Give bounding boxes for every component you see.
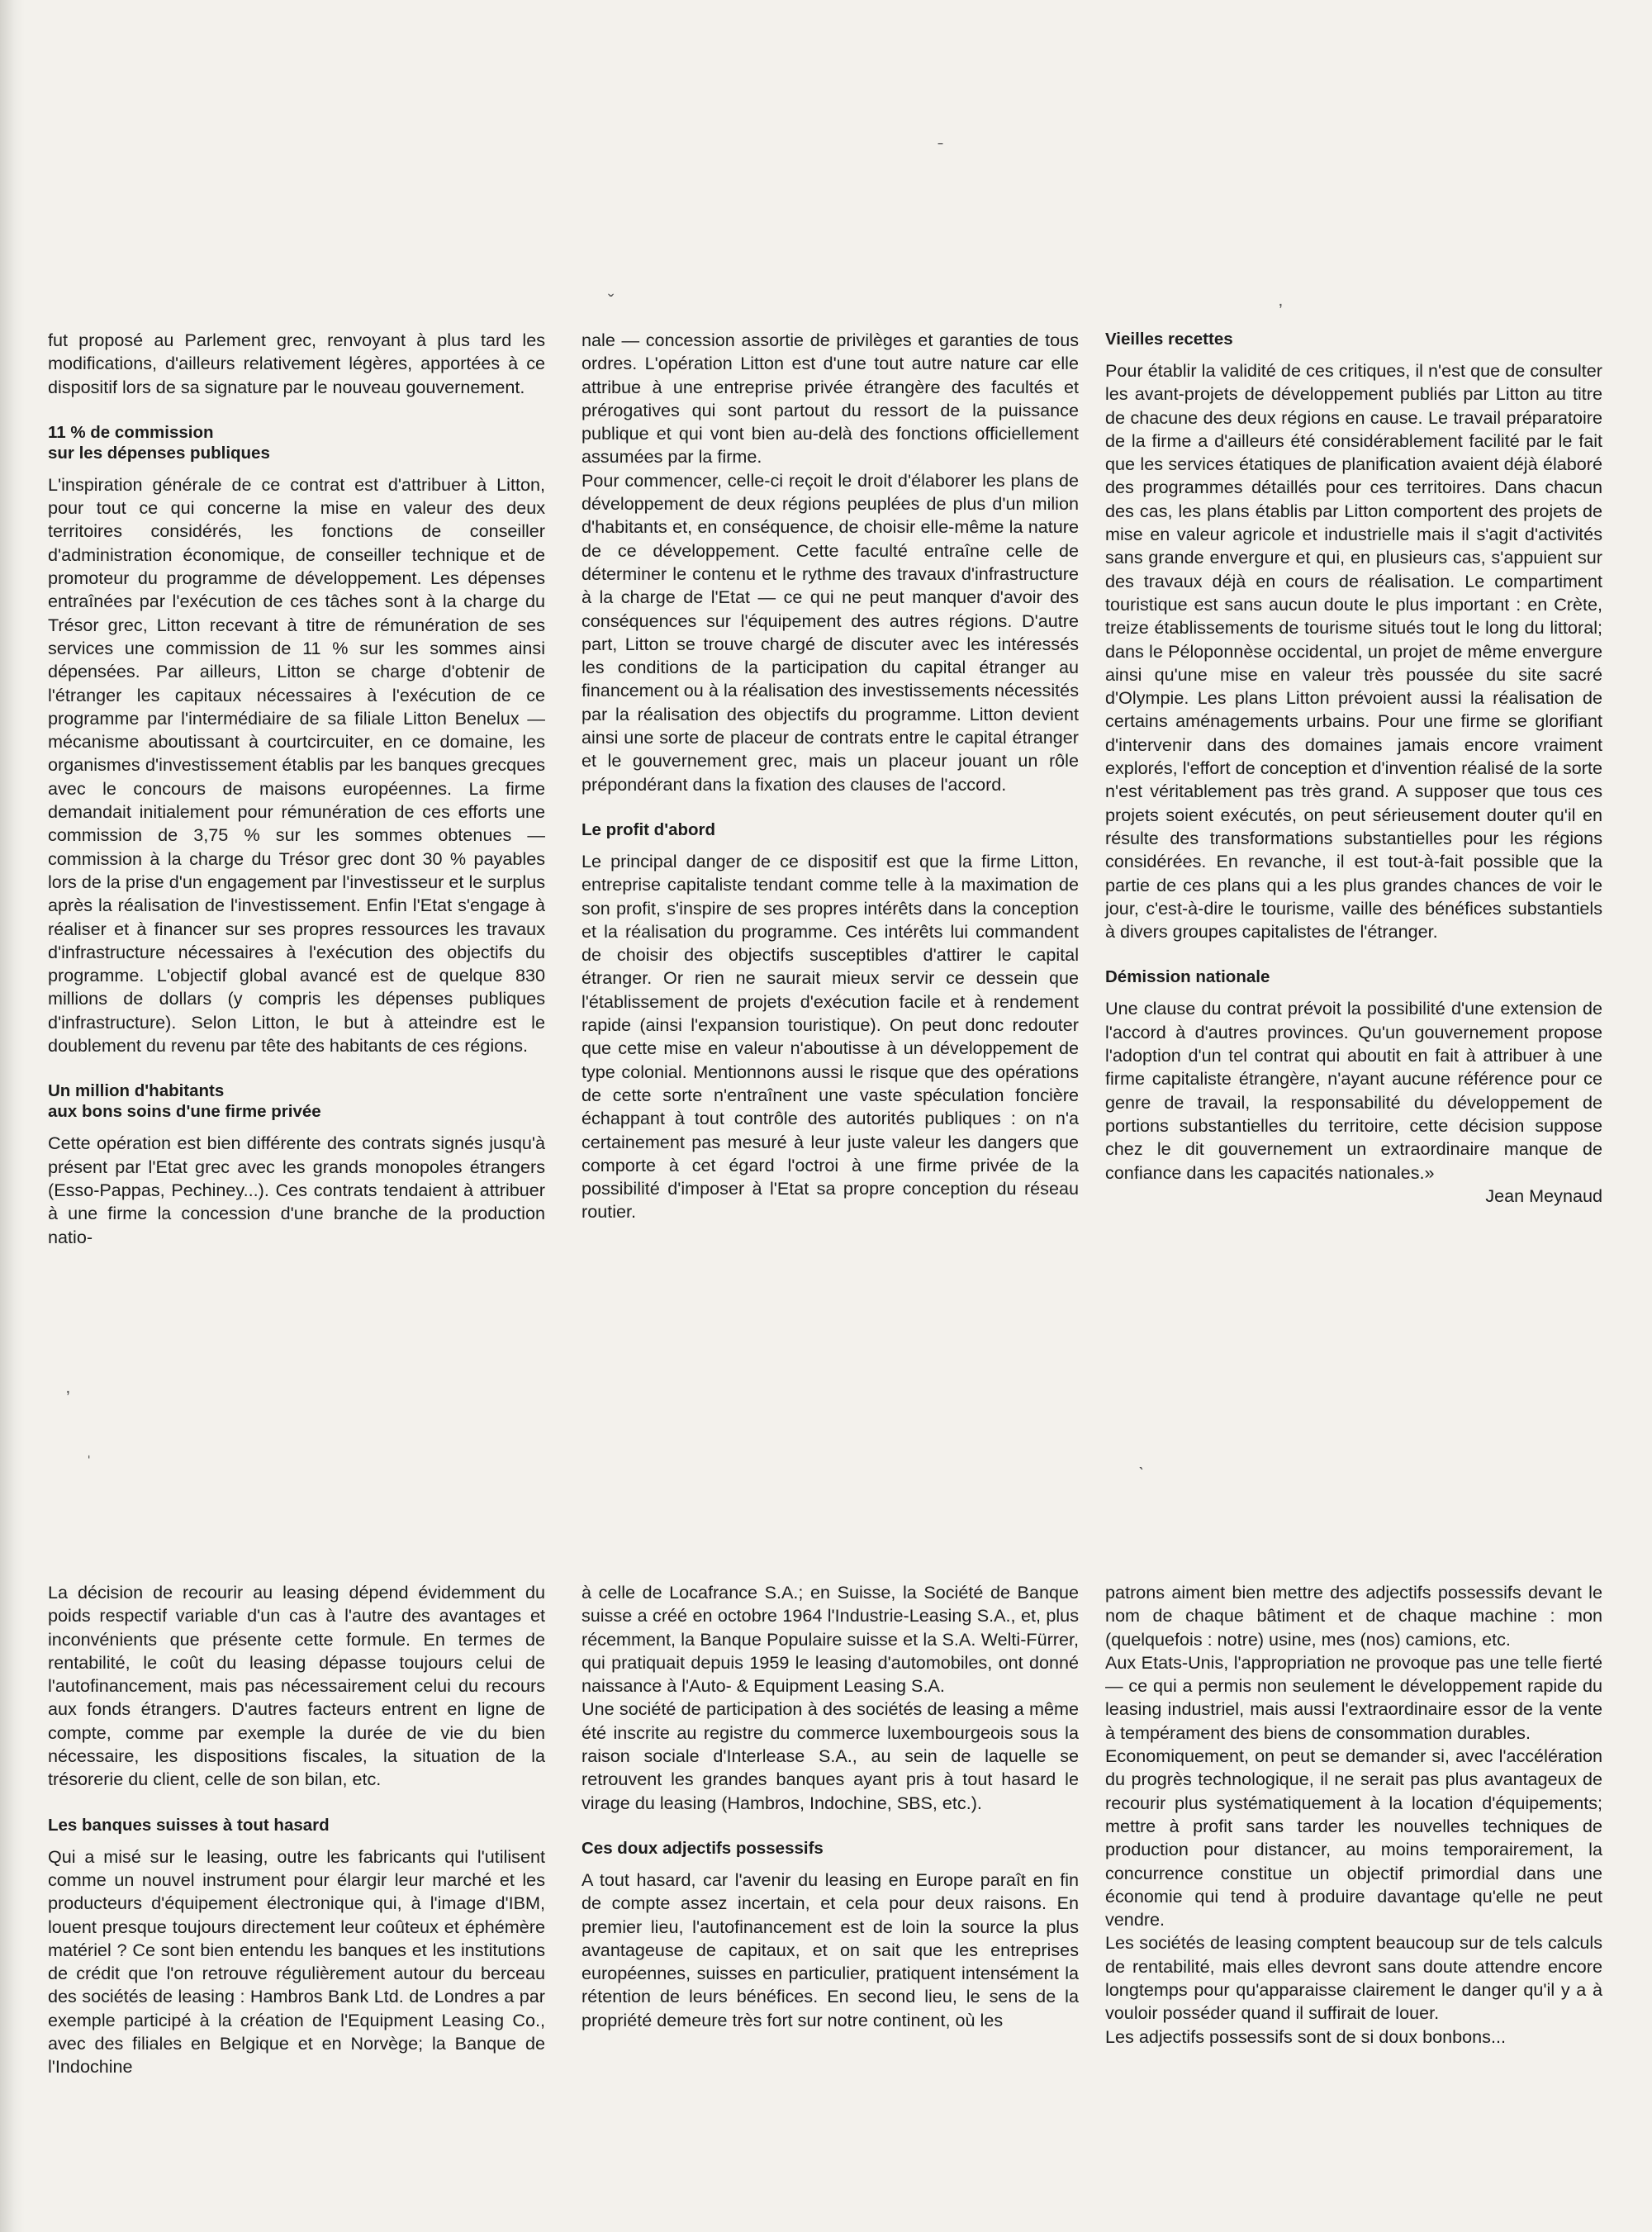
- paragraph: Aux Etats-Unis, l'appropriation ne provoque pas une telle fierté — ce qui a permis non seulement le développement rapide du leasing industriel, mais aussi l'extraordinaire essor de la vente à tempérament des biens de consommation durables.: [1105, 1651, 1602, 1743]
- paragraph: Les sociétés de leasing comptent beaucoup sur de tels calculs de rentabilité, mais elles devront sans doute attendre encore longtemps pour qu'apparaisse clairement le danger qu'il y a à vouloir posséder quand il suffirait de louer.: [1105, 1932, 1602, 2024]
- paragraph: fut proposé au Parlement grec, renvoyant à plus tard les modifications, d'ailleurs relativement légères, apportées à ce dispositif lors de sa signature par le nouveau gouvernement.: [48, 330, 545, 397]
- paragraph: La décision de recourir au leasing dépend évidemment du poids respectif variable d'un cas à l'autre des avantages et inconvénients que présente cette formule. En termes de rentabilité, le coût du leasing dépasse toujours celui de l'autofinancement, mais pas nécessairement celui du recours aux fonds étrangers. D'autres facteurs entrent en ligne de compte, comme par exemple la durée de vie du bien nécessaire, les dispositions fiscales, la situation de la trésorerie du client, celle de son bilan, etc.: [48, 1582, 545, 1790]
- column-3: [1105, 329, 1602, 1208]
- subheading: Démission nationale: [1105, 967, 1270, 987]
- paragraph: Le principal danger de ce dispositif est que la firme Litton, entreprise capitaliste tendant comme telle à la maximation de son profit, s'inspire de ses propres intérêts dans la conception et la réalisation du programme. Ces intérêts lui commandent de choisir des objectifs susceptibles d'attirer le capital étranger. Or rien ne saurait mieux servir ce dessein que l'établissement de projets d'exécution facile et à rendement rapide (ainsi l'expansion touristique). On peut donc redouter que cette mise en valeur n'aboutisse à un développement de type colonial. Mentionnons aussi le risque que des opérations de cette sorte n'entraînent une vaste spéculation foncière échappant à tout contrôle des autorités publiques : on n'a certainement pas mesuré à leur juste valeur les dangers que comporte à cet égard l'octroi à une firme privée de la possibilité d'imposer à l'Etat sa propre conception du réseau routier.: [582, 850, 1079, 1223]
- author-signature: Jean Meynaud: [1485, 1185, 1602, 1206]
- scan-speck: ʼ: [1279, 301, 1283, 321]
- column-1: [48, 1581, 545, 2079]
- scan-speck: ˈ: [86, 1452, 93, 1473]
- paragraph: Pour commencer, celle-ci reçoit le droit d'élaborer les plans de développement de deux régions peuplées de plus d'un milion d'habitants et, en conséquence, de choisir elle-même la nature de ce développement. Cette faculté entraîne celle de déterminer le contenu et le rythme des travaux d'infrastructure à la charge de l'Etat — ce qui ne peut manquer d'avoir des conséquences sur l'équipement des autres régions. D'autre part, Litton se trouve chargé de discuter avec les intéressés les conditions de la participation du capital étranger au financement ou à la réalisation des investissements nécessités par la réalisation des objectifs du programme. Litton devient ainsi une sorte de placeur de contrats entre le capital étranger et le gouvernement grec, mais un placeur jouant un rôle prépondérant dans la fixation des clauses de l'accord.: [582, 469, 1079, 795]
- paragraph: A tout hasard, car l'avenir du leasing en Europe paraît en fin de compte assez incertain, et cela pour deux raisons. En premier lieu, l'autofinancement est de loin la source la plus avantageuse de capitaux, et on sait que les entreprises européennes, suisses en particulier, pratiquent intensément la rétention de leurs bénéfices. En second lieu, le sens de la propriété demeure très fort sur notre continent, où les: [582, 1869, 1079, 2030]
- paragraph: Pour établir la validité de ces critiques, il n'est que de consulter les avant-projets de développement publiés par Litton au titre de chacune des deux régions en cause. Le travail préparatoire de la firme a d'ailleurs été considérablement facilité par le fait que les services étatiques de planification avaient déjà élaboré des programmes détaillés pour ces territoires. Dans chacun des cas, les plans établis par Litton comportent des projets de mise en valeur agricole et industrielle mais il s'agit d'activités sans grande envergure et qui, en plusieurs cas, s'appuient sur des travaux déjà en cours de réalisation. Le compartiment touristique est sans aucun doute le plus important : en Crète, treize établissements de tourisme situés tout le long du littoral; dans le Péloponnèse occidental, un projet de même envergure ainsi qu'une mise en valeur très poussée du site sacré d'Olympie. Les plans Litton prévoient aussi la réalisation de certains aménagements urbains. Pour une firme se glorifiant d'intervenir dans des domaines jamais encore vraiment explorés, l'effort de conception et d'invention réalisé de la sorte n'est véritablement pas très grand. A supposer que tous ces projets soient exécutés, on peut sérieusement douter qu'il en résulte des transformations substantielles pour les régions considérées. En revanche, il est tout-à-fait possible que la partie de ces plans qui a les plus grandes chances de voir le jour, c'est-à-dire le tourisme, vaille des bénéfices substantiels à divers groupes capitalistes de l'étranger.: [1105, 360, 1602, 943]
- subheading: [48, 422, 545, 463]
- paragraph: Une société de participation à des sociétés de leasing a même été inscrite au registre du commerce luxembourgeois sous la raison sociale d'Interlease S.A., au sein de laquelle se retrouvent les grandes banques ayant pris à tout hasard le virage du leasing (Hambros, Indochine, SBS, etc.).: [582, 1698, 1079, 1813]
- subheading: Ces doux adjectifs possessifs: [582, 1838, 824, 1858]
- column-2: [582, 1581, 1079, 2032]
- subheading: [48, 1080, 545, 1122]
- column-2: [582, 329, 1079, 1224]
- scan-speck: ˋ: [1138, 1464, 1145, 1484]
- subheading-line: Un million d'habitants: [48, 1081, 225, 1101]
- subheading: Vieilles recettes: [1105, 330, 1233, 349]
- paragraph: Cette opération est bien différente des contrats signés jusqu'à présent par l'Etat grec avec les grands monopoles étrangers (Esso-Pappas, Pechiney...). Ces contrats tendaient à attribuer à une firme la concession d'une branche de la production natio-: [48, 1133, 545, 1247]
- paragraph: Une clause du contrat prévoit la possibilité d'une extension de l'accord à d'autres provinces. Qu'un gouvernement propose l'adoption d'un tel contrat qui aboutit en fait à attribuer à une firme capitaliste étrangère, n'ayant aucune référence pour ce genre de travail, la responsabilité du développement de portions substantielles du territoire, cette décision suppose chez le dit gouvernement un extraordinaire manque de confiance dans les capacités nationales.»: [1105, 998, 1602, 1183]
- paragraph: L'inspiration générale de ce contrat est d'attribuer à Litton, pour tout ce qui concerne la mise en valeur des deux territoires considérés, les fonctions de conseiller d'administration économique, de conseiller technique et de promoteur du programme de développement. Les dépenses entraînées par l'exécution de ces tâches sont à la charge du Trésor grec, Litton recevant à titre de rémunération de ses services une commission de 11 % sur les sommes ainsi dépensées. Par ailleurs, Litton se charge d'obtenir de l'étranger les capitaux nécessaires à l'exécution de ce programme par l'intermédiaire de sa filiale Litton Benelux — mécanisme aboutissant à courtcircuiter, en ce domaine, les organismes d'investissement établis par les banques grecques avec le concours de maisons européennes. La firme demandait initialement pour rémunération de ces efforts une commission de 3,75 % sur les sommes obtenues — commission à la charge du Trésor grec dont 30 % payables lors de la prise d'un engagement par l'investisseur et le surplus après la réalisation de l'investissement. Enfin l'Etat s'engage à réaliser et à financer sur ses propres ressources les travaux d'infrastructure nécessaires à l'exécution des objectifs du programme. L'objectif global avancé est de quelque 830 millions de dollars (y compris les dépenses publiques d'infrastructure). Selon Litton, le but à atteindre est le doublement du revenu par tête des habitants de ces régions.: [48, 473, 545, 1057]
- paragraph: Les adjectifs possessifs sont de si doux bonbons...: [1105, 2025, 1506, 2047]
- paragraph: patrons aiment bien mettre des adjectifs possessifs devant le nom de chaque bâtiment et de chaque machine : mon (quelquefois : notre) usine, mes (nos) camions, etc.: [1105, 1582, 1602, 1650]
- subheading-line: aux bons soins d'une firme privée: [48, 1102, 321, 1122]
- article-litton: [48, 329, 1609, 1403]
- scan-speck: ˉ: [938, 139, 944, 159]
- article-leasing: [48, 1581, 1609, 2209]
- page-edge-shadow: [0, 0, 25, 2232]
- paragraph: Economiquement, on peut se demander si, avec l'accélération du progrès technologique, il ne serait pas plus avantageux de recourir plus systématiquement à la location d'équipements; mettre à profit sans tarder les nouvelles techniques de production pour distancer, au moins temporairement, la concurrence constitue un objectif primordial dans une économie qui tend à produire davantage qu'elle ne peut vendre.: [1105, 1745, 1602, 1930]
- subheading-line: sur les dépenses publiques: [48, 443, 270, 463]
- scan-speck: ʼ: [66, 1388, 70, 1408]
- scan-speck: ˇ: [608, 291, 615, 311]
- column-1: [48, 329, 545, 1249]
- subheading-line: 11 % de commission: [48, 422, 214, 442]
- paragraph: Qui a misé sur le leasing, outre les fabricants qui l'utilisent comme un nouvel instrument pour élargir leur marché et les producteurs d'équipement électronique qui, à l'image d'IBM, louent presque toujours directement leur coûteux et éphémère matériel ? Ce sont bien entendu les banques et les institutions de crédit que l'on retrouve régulièrement autour du berceau des sociétés de leasing : Hambros Bank Ltd. de Londres a par exemple participé à la création de l'Equipment Leasing Co., avec des filiales en Belgique et en Norvège; la Banque de l'Indochine: [48, 1845, 545, 2078]
- paragraph: nale — concession assortie de privilèges et garanties de tous ordres. L'opération Litton est d'une tout autre nature car elle attribue à une entreprise privée étrangère des facultés et prérogatives qui sont partout du ressort de la puissance publique et qui vont bien au-delà des fonctions officiellement assumées par la firme.: [582, 330, 1079, 468]
- subheading: Le profit d'abord: [582, 819, 716, 839]
- column-3: [1105, 1581, 1602, 2049]
- paragraph: à celle de Locafrance S.A.; en Suisse, la Société de Banque suisse a créé en octobre 1964 l'Industrie-Leasing S.A., et, plus récemment, la Banque Populaire suisse et la S.A. Welti-Fürrer, qui pratiquait depuis 1959 le leasing d'automobiles, ont donné naissance à l'Auto- & Equipment Leasing S.A.: [582, 1582, 1079, 1697]
- subheading: Les banques suisses à tout hasard: [48, 1815, 330, 1835]
